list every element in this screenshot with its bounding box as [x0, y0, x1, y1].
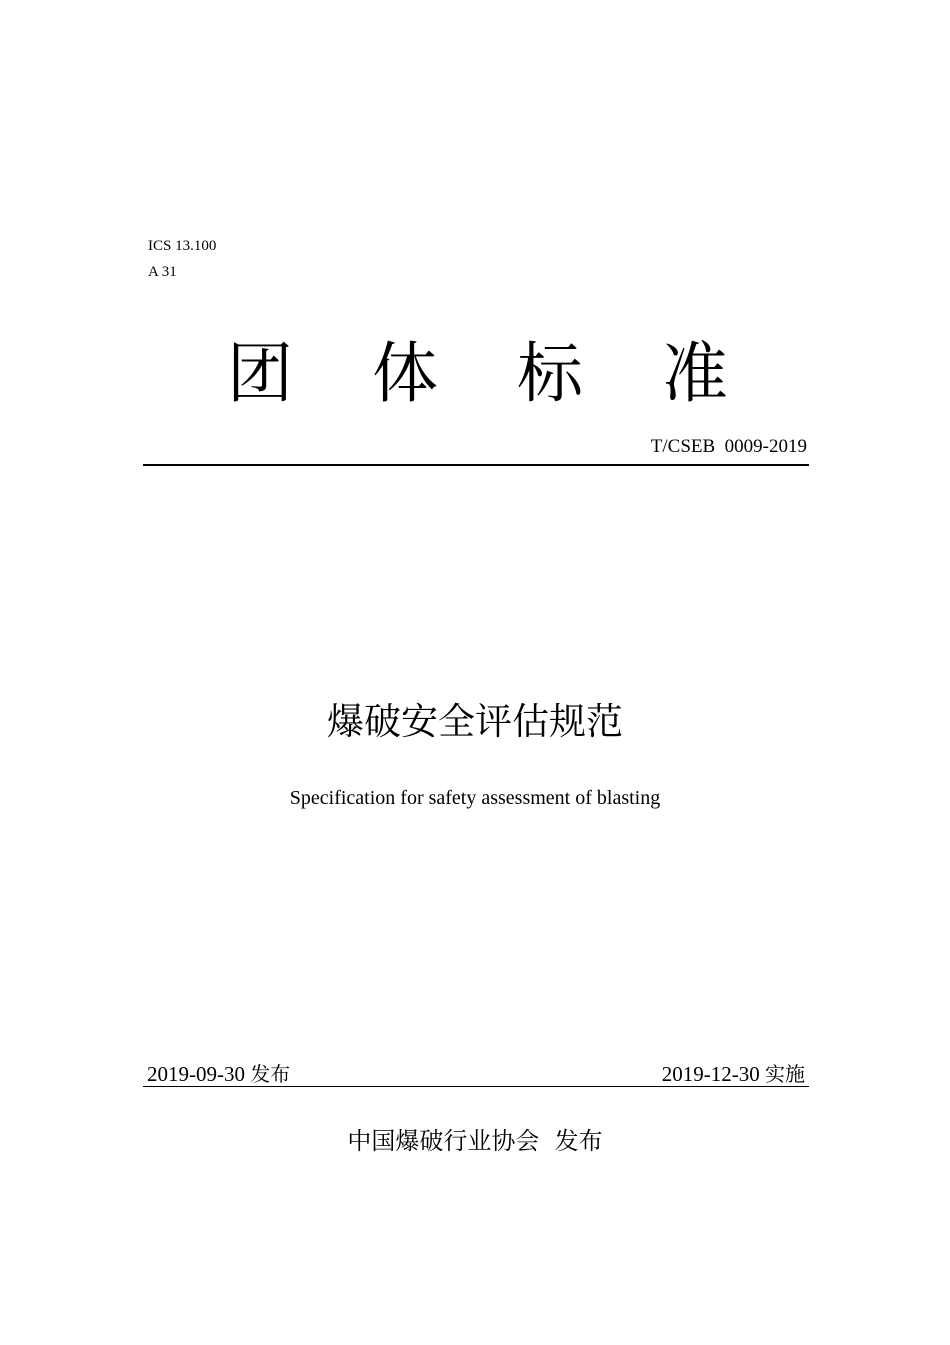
publisher-name: 中国爆破行业协会: [347, 1127, 540, 1155]
standard-type-char: 标: [517, 335, 583, 412]
standard-type-char: 团: [227, 335, 293, 412]
issue-label: 发布: [250, 1062, 291, 1086]
title-english: Specification for safety assessment of blasting: [289, 787, 661, 809]
ccs-code: A 31: [148, 264, 177, 280]
standard-type-char: 体: [372, 335, 438, 412]
standard-type-heading: [143, 334, 808, 414]
title-chinese: 爆破安全评估规范: [327, 700, 623, 743]
publisher-action: 发布: [554, 1127, 603, 1155]
issue-date: 2019-09-30: [147, 1062, 245, 1086]
implementation-date: 2019-12-30: [661, 1062, 760, 1086]
publisher-line: [0, 1123, 950, 1159]
header-divider: [143, 464, 809, 466]
footer-divider: [143, 1086, 809, 1087]
implementation-label: 实施: [765, 1062, 805, 1086]
ics-code: ICS 13.100: [148, 238, 217, 254]
standard-number: T/CSEB 0009-2019: [650, 436, 807, 457]
implementation-date-line: [662, 1060, 805, 1088]
issue-date-line: [147, 1060, 290, 1088]
standard-type-char: 准: [662, 335, 728, 412]
